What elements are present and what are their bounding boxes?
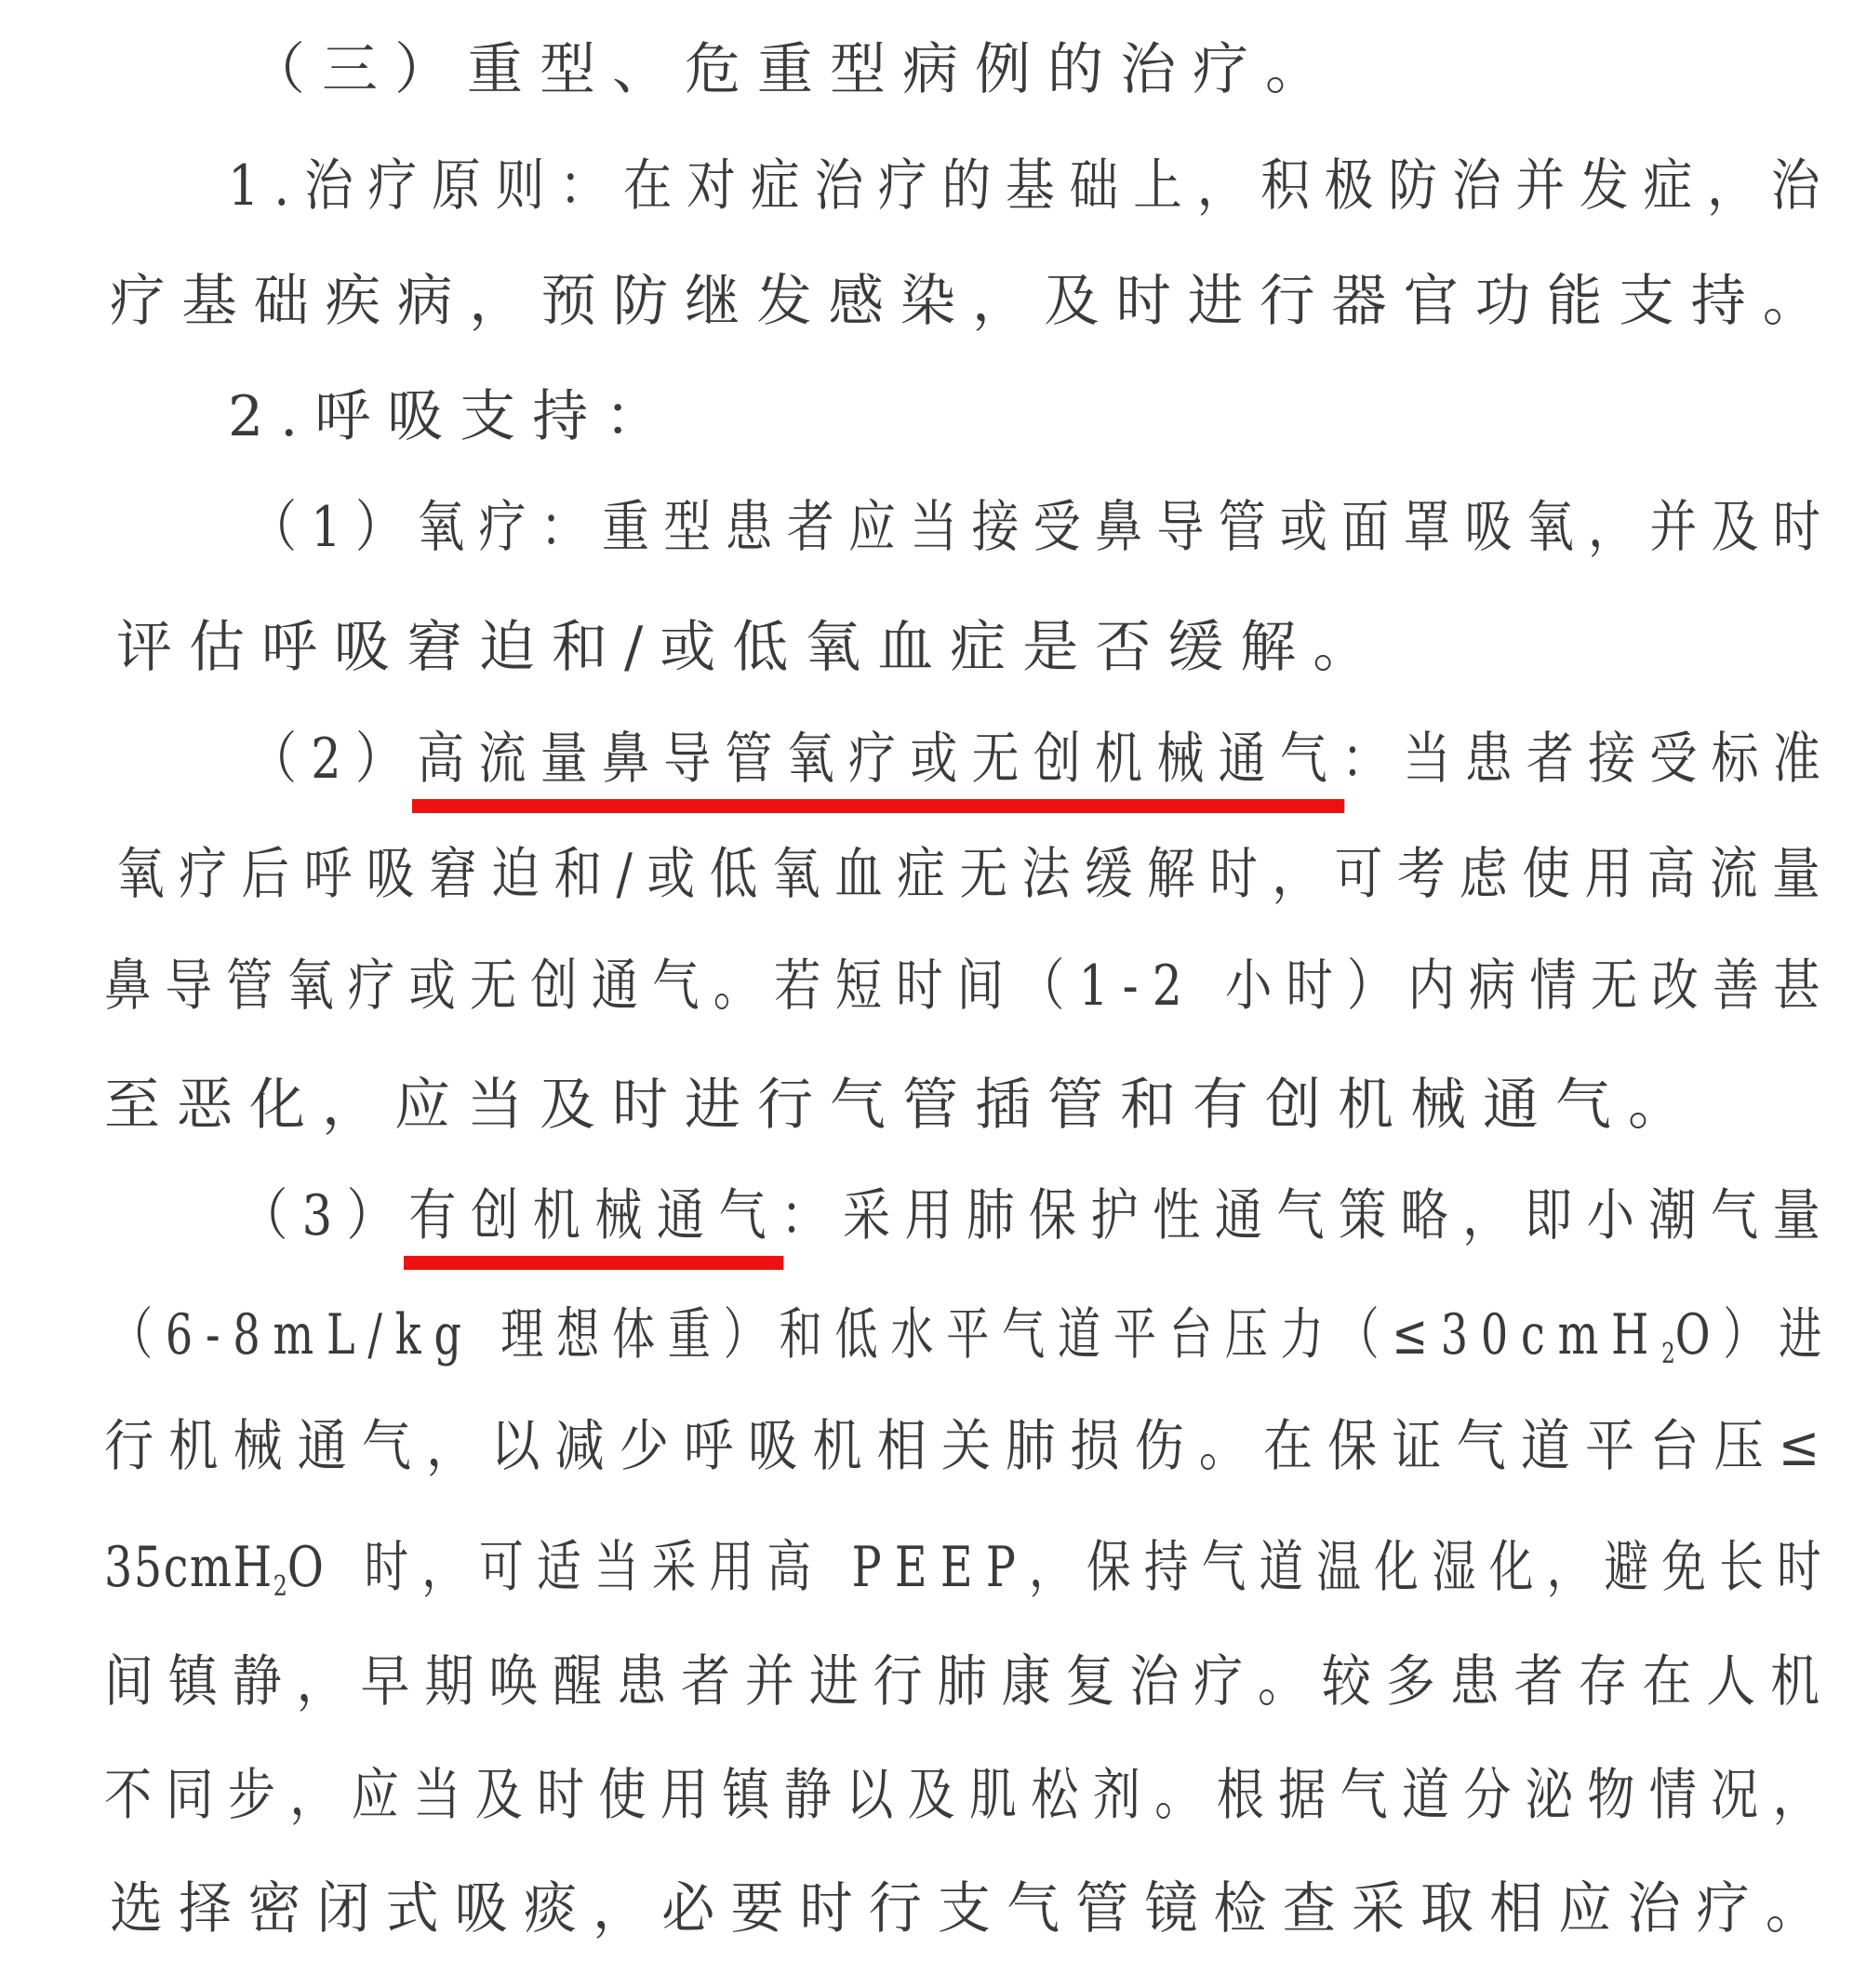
invasive-ventilation-line-4	[104, 1535, 1834, 1603]
line-2-text-b: O）进	[1674, 1302, 1835, 1368]
invasive-ventilation-line-3: 行机械通气，以减少呼吸机相关肺损伤。在保证气道平台压≤	[104, 1414, 1835, 1479]
respiratory-support-heading: 2.呼吸支持：	[228, 384, 678, 449]
hfnc-niv-prefix: （2）	[249, 727, 418, 792]
hfnc-niv-line-1-rest: ：当患者接受标准	[1341, 727, 1835, 792]
oxygen-therapy-line-2: 评估呼吸窘迫和/或低氧血症是否缓解。	[116, 615, 1386, 680]
hfnc-niv-line-1	[249, 727, 1835, 792]
paragraph-1-line-2: 疗基础疾病，预防继发感染，及时进行器官功能支持。	[110, 269, 1834, 334]
subscript-2: 2	[1661, 1338, 1675, 1370]
line-2-text-a: （6-8mL/kg 理想体重）和低水平气道平台压力（≤30cmH	[110, 1302, 1662, 1368]
invasive-ventilation-line-5: 间镇静，早期唤醒患者并进行肺康复治疗。较多患者存在人机	[104, 1649, 1834, 1714]
invasive-ventilation-underlined-term: 有创机械通气	[408, 1183, 781, 1248]
paragraph-1-line-1: 1.治疗原则：在对症治疗的基础上，积极防治并发症，治	[228, 153, 1835, 219]
line-4-text-a: 35cmH	[104, 1535, 273, 1600]
subscript-2b: 2	[273, 1570, 287, 1603]
oxygen-therapy-line-1: （1）氧疗：重型患者应当接受鼻导管或面罩吸氧，并及时	[249, 495, 1835, 560]
invasive-ventilation-line-2	[110, 1302, 1835, 1370]
invasive-ventilation-prefix: （3）	[240, 1183, 409, 1248]
hfnc-niv-underlined-term: 高流量鼻导管氧疗或无创机械通气	[417, 727, 1342, 792]
invasive-ventilation-line-1	[240, 1183, 1835, 1248]
hfnc-niv-line-2: 氧疗后呼吸窘迫和/或低氧血症无法缓解时，可考虑使用高流量	[116, 842, 1835, 907]
section-heading: （三）重型、危重型病例的治疗。	[249, 37, 1338, 102]
hfnc-niv-line-3: 鼻导管氧疗或无创通气。若短时间（1-2 小时）内病情无改善甚	[104, 954, 1834, 1019]
invasive-ventilation-line-1-rest: ：采用肺保护性通气策略，即小潮气量	[780, 1183, 1835, 1248]
hfnc-niv-line-4: 至恶化，应当及时进行气管插管和有创机械通气。	[104, 1073, 1700, 1138]
line-4-text-b: O 时，可适当采用高 PEEP，保持气道温化湿化，避免长时	[287, 1535, 1834, 1600]
invasive-ventilation-line-6: 不同步，应当及时使用镇静以及肌松剂。根据气道分泌物情况，	[104, 1763, 1834, 1828]
invasive-ventilation-line-7: 选择密闭式吸痰，必要时行支气管镜检查采取相应治疗。	[110, 1876, 1834, 1941]
